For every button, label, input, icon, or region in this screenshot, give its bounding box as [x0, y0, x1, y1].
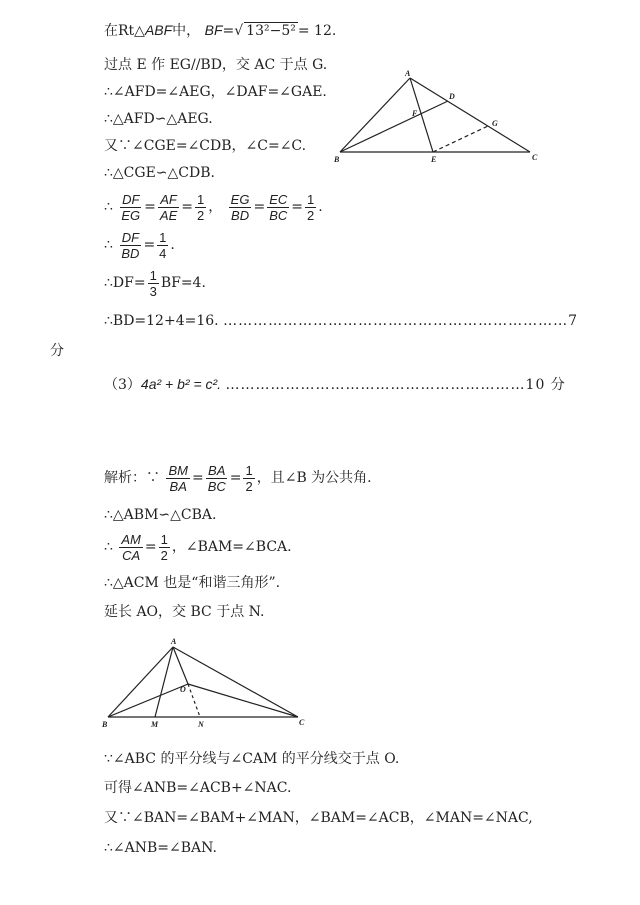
segment-bd [340, 101, 448, 152]
line-19: 可得∠ANB=∠ACB+∠NAC. [104, 780, 292, 796]
label-a: A [405, 69, 411, 78]
label-o2: O [180, 685, 186, 694]
line-21: ∴∠ANB=∠BAN. [104, 840, 217, 856]
line-14: ∴△ABM∽△CBA. [104, 507, 217, 523]
line-12: （3）4a² + b² = c². ……………………………………………………10 分 [104, 376, 566, 393]
segment-ac2 [173, 647, 298, 717]
line-10: ∴BD=12+4=16. ……………………………………………………………7 [104, 313, 578, 329]
segment-bo [108, 684, 188, 717]
line-9: ∴DF= $\frac{1}{3}$ BF=4. [104, 267, 206, 299]
segment-oc [188, 684, 298, 717]
line-6: ∴△CGE∽△CDB. [104, 165, 215, 181]
label-d: D [449, 92, 455, 101]
label-b: B [334, 155, 340, 164]
line-13: 解析：∵ $\frac{BM}{BA}$ = $\frac{BA}{BC}$ = $\frac{1}{2}$ ，且∠B 为公共角. [104, 462, 372, 494]
line-7: ∴ $\frac{DF}{EG}$ = $\frac{AF}{AE}$ = $\frac{1}{2}$ ， $\frac{EG}{BD}$ = $\frac{EC}{BC}$ = $\frac{1}{2}$ . [104, 191, 323, 223]
label-c: C [532, 153, 538, 162]
line-3: ∴∠AFD=∠AEG，∠DAF=∠GAE. [104, 84, 327, 100]
label-a2: A [171, 637, 177, 646]
label-m2: M [151, 720, 159, 729]
segment-ab [340, 78, 410, 152]
line-8: ∴ $\frac{DF}{BD}$ = $\frac{1}{4}$ . [104, 229, 175, 261]
label-b2: B [102, 720, 108, 729]
triangle-figure-acm [100, 637, 310, 732]
line-15: ∴ $\frac{AM}{CA}$ = $\frac{1}{2}$ ，∠BAM=∠BCA. [104, 531, 292, 563]
label-g: G [492, 119, 498, 128]
segment-ao [173, 647, 188, 684]
label-c2: C [299, 718, 305, 727]
line-1: 在Rt△ABF中， BF=√ 13²−5² = 12. [104, 22, 337, 39]
label-n2: N [198, 720, 204, 729]
line-20: 又∵∠BAN=∠BAM+∠MAN，∠BAM=∠ACB，∠MAN=∠NAC, [104, 810, 533, 826]
line-11: 分 [50, 343, 64, 359]
sqrt-expression: 13²−5² [246, 23, 296, 39]
segment-on [188, 684, 200, 717]
line-5: 又∵∠CGE=∠CDB，∠C=∠C. [104, 138, 307, 154]
line-18: ∵∠ABC 的平分线与∠CAM 的平分线交于点 O. [104, 751, 400, 767]
line-17: 延长 AO，交 BC 于点 N. [104, 604, 265, 620]
line-16: ∴△ACM 也是“和谐三角形”. [104, 575, 281, 591]
triangle-figure-abc [330, 68, 545, 168]
label-f: F [412, 109, 418, 118]
segment-ac [410, 78, 530, 152]
line-2: 过点 E 作 EG//BD，交 AC 于点 G. [104, 57, 328, 73]
line-4: ∴△AFD∽△AEG. [104, 111, 213, 127]
label-e: E [431, 155, 437, 164]
segment-eg [433, 126, 488, 152]
segment-ab2 [108, 647, 173, 717]
